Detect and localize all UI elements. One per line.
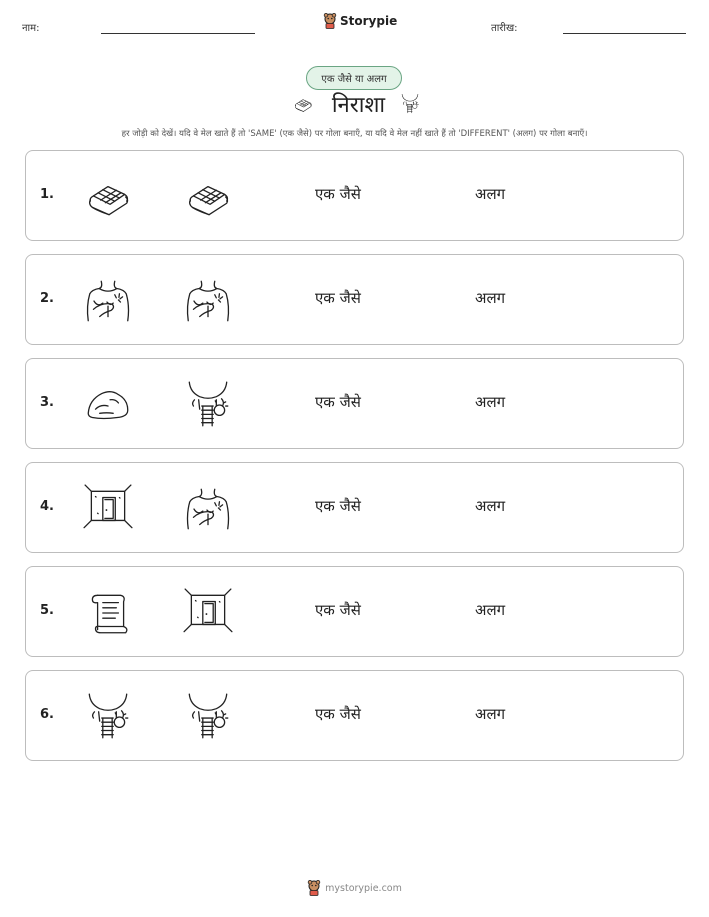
date-input-line[interactable] xyxy=(563,33,686,34)
storypie-mascot-icon xyxy=(323,13,337,29)
question-number: 1. xyxy=(40,187,54,202)
different-option[interactable]: अलग xyxy=(475,601,506,619)
same-option[interactable]: एक जैसे xyxy=(315,705,361,723)
throat-lump-icon xyxy=(180,379,236,431)
different-option[interactable]: अलग xyxy=(475,497,506,515)
different-option[interactable]: अलग xyxy=(475,705,506,723)
title-left-icon xyxy=(288,93,318,115)
left-picture xyxy=(80,483,136,535)
folded-blanket-icon xyxy=(80,171,136,223)
chest-pain-icon xyxy=(80,275,136,327)
different-option[interactable]: अलग xyxy=(475,289,506,307)
chest-pain-icon xyxy=(180,275,236,327)
storypie-mascot-icon xyxy=(307,880,321,896)
throat-lump-icon xyxy=(180,691,236,743)
activity-type-badge: एक जैसे या अलग xyxy=(306,66,402,90)
name-input-line[interactable] xyxy=(101,33,255,34)
same-option[interactable]: एक जैसे xyxy=(315,393,361,411)
question-row xyxy=(25,358,684,449)
room-door-icon xyxy=(80,483,136,535)
same-option[interactable]: एक जैसे xyxy=(315,601,361,619)
question-row xyxy=(25,150,684,241)
same-option[interactable]: एक जैसे xyxy=(315,185,361,203)
right-picture xyxy=(180,587,236,639)
question-number: 5. xyxy=(40,603,54,618)
question-number: 6. xyxy=(40,707,54,722)
left-picture xyxy=(80,691,136,743)
question-row xyxy=(25,254,684,345)
right-picture xyxy=(180,171,236,223)
right-picture xyxy=(180,379,236,431)
right-picture xyxy=(180,275,236,327)
brand-logo xyxy=(323,13,397,29)
question-row xyxy=(25,670,684,761)
same-option[interactable]: एक जैसे xyxy=(315,497,361,515)
rock-icon xyxy=(80,379,136,431)
left-picture xyxy=(80,275,136,327)
page-title: निराशा xyxy=(331,93,386,118)
left-picture xyxy=(80,587,136,639)
different-option[interactable]: अलग xyxy=(475,393,506,411)
same-option[interactable]: एक जैसे xyxy=(315,289,361,307)
left-picture xyxy=(80,171,136,223)
name-label: नाम: xyxy=(22,23,40,34)
footer xyxy=(0,880,709,896)
question-row xyxy=(25,566,684,657)
right-picture xyxy=(180,483,236,535)
question-row xyxy=(25,462,684,553)
different-option[interactable]: अलग xyxy=(475,185,506,203)
question-number: 2. xyxy=(40,291,54,306)
question-number: 3. xyxy=(40,395,54,410)
instructions: हर जोड़ी को देखें। यदि वे मेल खाते हैं तो 'SAME' (एक जैसे) पर गोला बनाएँ, या यदि वे मेल नहीं खाते हैं तो 'DIFFERENT' (अलग) पर गोला बनाएँ। xyxy=(121,129,588,139)
left-picture xyxy=(80,379,136,431)
folded-blanket-icon xyxy=(288,93,318,115)
date-label: तारीख: xyxy=(491,23,518,34)
throat-lump-icon xyxy=(80,691,136,743)
throat-lump-icon xyxy=(399,91,421,117)
right-picture xyxy=(180,691,236,743)
brand-name: Storypie xyxy=(340,14,398,28)
room-door-icon xyxy=(180,587,236,639)
chest-pain-icon xyxy=(180,483,236,535)
title-right-icon xyxy=(399,91,421,117)
question-number: 4. xyxy=(40,499,54,514)
scroll-icon xyxy=(80,587,136,639)
title-row xyxy=(0,89,709,119)
footer-site: mystorypie.com xyxy=(325,882,402,894)
folded-blanket-icon xyxy=(180,171,236,223)
